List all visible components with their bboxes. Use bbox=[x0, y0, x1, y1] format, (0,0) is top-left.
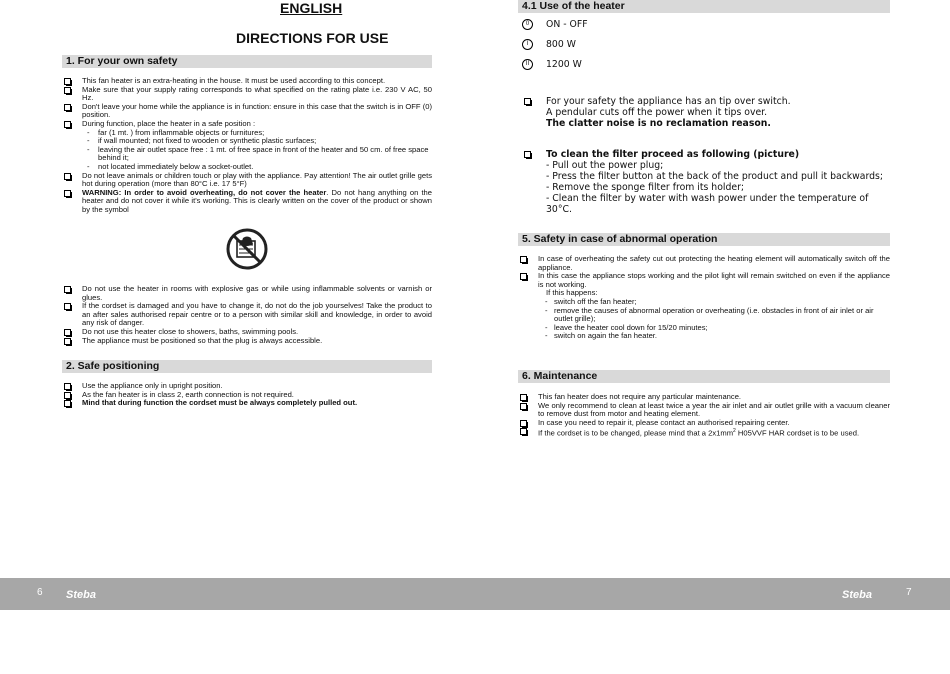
list-item: In case of overheating the safety cut out protecting the heating element will automatically switch off the appliance. bbox=[518, 255, 890, 272]
sub-item: - if wall mounted; not fixed to wooden or synthetic plastic surfaces; bbox=[87, 136, 317, 146]
checkbox-bullet-icon bbox=[520, 403, 527, 410]
section-heading-safety: 1. For your own safety bbox=[62, 55, 432, 68]
section-heading-abnormal: 5. Safety in case of abnormal operation bbox=[518, 233, 890, 246]
warning-text: WARNING: In order to avoid overheating, do not cover the heater bbox=[82, 187, 327, 197]
switch-modes bbox=[518, 19, 890, 79]
warning-item: WARNING: In order to avoid overheating, do not cover the heater. Do not hang anything on the heater and do not cover it while it's working. This is clearly written on the cover of the product or shown by the symbol bbox=[62, 189, 432, 215]
list-item: Mind that during function the cordset must be always completely pulled out. bbox=[62, 399, 432, 408]
sub-item: - leaving the air outlet space free : 1 mt. of free space in front of the heater and 50 cm. of free space behind it; bbox=[87, 144, 429, 163]
list-item: Use the appliance only in upright position. bbox=[62, 382, 432, 391]
positioning-list bbox=[62, 382, 432, 408]
page-number-right: 7 bbox=[906, 587, 912, 598]
filter-step: - Clean the filter by water with wash power under the temperature of 30°C. bbox=[546, 193, 869, 215]
power-symbol-icon: 0 bbox=[522, 19, 533, 30]
checkbox-bullet-icon bbox=[524, 98, 531, 105]
list-item: In this case the appliance stops working and the pilot light will remain switched on even if the appliance is not working. bbox=[518, 272, 890, 289]
checkbox-bullet-icon bbox=[520, 273, 527, 280]
svg-text:Steba: Steba bbox=[66, 589, 96, 600]
checkbox-bullet-icon bbox=[520, 420, 527, 427]
level-one-icon: I bbox=[522, 39, 533, 50]
filter-cleaning: To clean the filter proceed as following (picture) - Pull out the power plug; - Press the filter button at the back of the product and pull it backwards; - Remove the sponge filter from its holder; - Clean the filter by water with wash power under the temperature of 30°C. bbox=[518, 149, 890, 215]
checkbox-bullet-icon bbox=[524, 151, 531, 158]
filter-step: - Press the filter button at the back of the product and pull it backwards; bbox=[546, 171, 884, 182]
checkbox-bullet-icon bbox=[64, 173, 71, 180]
sub-item: - remove the causes of abnormal operation or overheating (i.e. obstacles in front of air inlet or air outlet grille); bbox=[545, 305, 874, 324]
sub-item: - switch off the fan heater; bbox=[545, 296, 637, 306]
list-item: This fan heater is an extra-heating in the house. It must be used according to this concept. bbox=[62, 77, 432, 86]
list-item: As the fan heater is in class 2, earth connection is not required. bbox=[62, 391, 432, 400]
checkbox-bullet-icon bbox=[520, 394, 527, 401]
list-item: Make sure that your supply rating corresponds to what specified on the rating plate i.e. 230 V AC, 50 Hz. bbox=[62, 86, 432, 103]
page-footer bbox=[0, 578, 950, 610]
list-item: We only recommend to clean at least twice a year the air inlet and air outlet grille with a vacuum cleaner to remove dust from motor and heating element. bbox=[518, 402, 890, 419]
page-title: DIRECTIONS FOR USE bbox=[236, 30, 389, 46]
mode-off: 0 ON - OFF bbox=[518, 19, 890, 39]
sub-item: - not located immediately below a socket-outlet. bbox=[87, 161, 254, 171]
checkbox-bullet-icon bbox=[64, 303, 71, 310]
list-item: Do not use the heater in rooms with explosive gas or while using inflammable solvents or varnish or glues. bbox=[62, 285, 432, 302]
steba-logo bbox=[66, 588, 110, 600]
checkbox-bullet-icon bbox=[64, 338, 71, 345]
checkbox-bullet-icon bbox=[64, 104, 71, 111]
maintenance-list bbox=[518, 393, 890, 439]
list-item: During function, place the heater in a safe position : bbox=[62, 120, 432, 129]
page-number-left: 6 bbox=[37, 587, 43, 598]
list-item: Do not use this heater close to showers, baths, swimming pools. bbox=[62, 328, 432, 337]
sub-item: - far (1 mt. ) from inflammable objects or furnitures; bbox=[87, 127, 265, 137]
checkbox-bullet-icon bbox=[520, 256, 527, 263]
safety-list bbox=[62, 77, 432, 215]
list-item: Do not leave animals or children touch or play with the appliance. Pay attention! The air outlet grille gets hot during operation (more than 80°C i.e. 17 5°F) bbox=[62, 172, 432, 189]
checkbox-bullet-icon bbox=[520, 428, 527, 435]
sub-item: - switch on again the fan heater. bbox=[545, 331, 658, 341]
list-item: This fan heater does not require any particular maintenance. bbox=[518, 393, 890, 402]
mode-800: I 800 W bbox=[518, 39, 890, 59]
checkbox-bullet-icon bbox=[64, 392, 71, 399]
checkbox-bullet-icon bbox=[64, 190, 71, 197]
svg-text:Steba: Steba bbox=[842, 589, 872, 600]
steba-logo bbox=[842, 588, 886, 600]
mode-1200: II 1200 W bbox=[518, 59, 890, 79]
do-not-cover-icon bbox=[226, 228, 268, 270]
checkbox-bullet-icon bbox=[64, 383, 71, 390]
filter-step: - Pull out the power plug; bbox=[546, 160, 664, 171]
list-item: The appliance must be positioned so that the plug is always accessible. bbox=[62, 337, 432, 346]
safety-list-continued bbox=[62, 285, 432, 345]
level-two-icon: II bbox=[522, 59, 533, 70]
checkbox-bullet-icon bbox=[64, 121, 71, 128]
list-item: If the cordset is damaged and you have to change it, do not do the job yourselves! Take the product to an after sales authorised repair centre or to a person with similar skill and knowledge, in order to avoid any risk of danger. bbox=[62, 302, 432, 328]
filter-step: - Remove the sponge filter from its holder; bbox=[546, 182, 745, 193]
section-heading-use: 4.1 Use of the heater bbox=[518, 0, 890, 13]
abnormal-list: In case of overheating the safety cut out protecting the heating element will automatically switch off the appliance. In this case the appliance stops working and the pilot light will remain switched on even if the appliance is not working. If this happens: - switch off the fan heater; - remove the causes of abnormal operation or overheating (i.e. obstacles in front of air inlet or air outlet grille); - leave the heater cool down for 15/20 minutes; - switch on again the fan heater. bbox=[518, 255, 890, 341]
checkbox-bullet-icon bbox=[64, 329, 71, 336]
checkbox-bullet-icon bbox=[64, 286, 71, 293]
checkbox-bullet-icon bbox=[64, 400, 71, 407]
list-item: Don't leave your home while the appliance is in function: ensure in this case that the switch is in OFF (0) position. bbox=[62, 103, 432, 120]
language-heading: ENGLISH bbox=[280, 0, 343, 16]
checkbox-bullet-icon bbox=[64, 78, 71, 85]
sub-item: - leave the heater cool down for 15/20 minutes; bbox=[545, 322, 708, 332]
checkbox-bullet-icon bbox=[64, 87, 71, 94]
list-item: If the cordset is to be changed, please mind that a $2x1mm^2$ H05VVF HAR cordset is to be used. bbox=[518, 427, 890, 438]
list-item: In case you need to repair it, please contact an authorised repairing center. bbox=[518, 419, 890, 428]
section-heading-maintenance: 6. Maintenance bbox=[518, 370, 890, 383]
tip-over-note: For your safety the appliance has an tip over switch. A pendular cuts off the power when it tips over. The clatter noise is no reclamation reason. bbox=[518, 96, 890, 129]
section-heading-positioning: 2. Safe positioning bbox=[62, 360, 432, 373]
